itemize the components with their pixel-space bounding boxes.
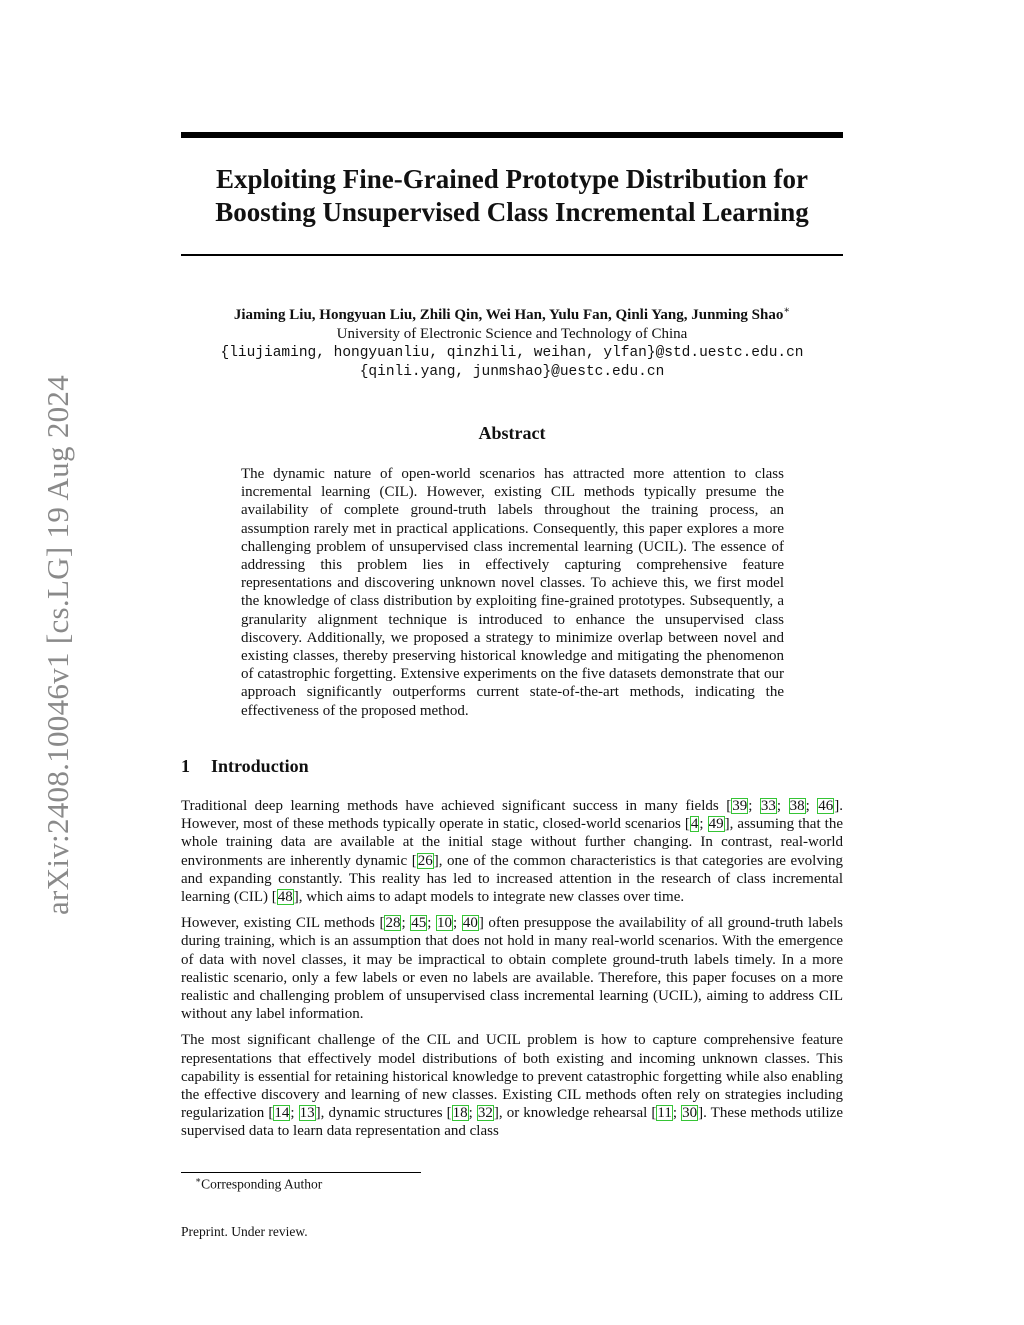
citation-link[interactable]: 11 bbox=[657, 1105, 672, 1122]
arxiv-identifier: arXiv:2408.10046v1 [cs.LG] 19 Aug 2024 bbox=[40, 374, 75, 916]
footnote bbox=[195, 1175, 322, 1193]
section-title: Introduction bbox=[211, 756, 309, 776]
preprint-notice: Preprint. Under review. bbox=[181, 1224, 308, 1239]
footnote-text: Corresponding Author bbox=[201, 1176, 323, 1192]
text-run: ], one of the common characteristics is that categories are evolving and expanding constantly. This reality has led to increased attention in the research of class incremental learning (CIL) [ bbox=[181, 852, 843, 906]
paragraph-2 bbox=[181, 914, 843, 1023]
affiliation: University of Electronic Science and Technology of China bbox=[336, 326, 688, 342]
paragraph-1 bbox=[181, 797, 843, 906]
text-run: The most significant challenge of the CIL and UCIL problem is how to capture comprehensive feature representations that effectively model distributions of both existing and incoming unknown classes. This capability is essential for retaining historical knowledge to prevent catastrophic forgetting while also enabling the effective discovery and learning of new classes. Existing CIL methods often rely on strategies including regularization [ bbox=[181, 1032, 843, 1122]
citation-link[interactable]: 30 bbox=[682, 1105, 698, 1122]
text-run: ], dynamic structures [ bbox=[315, 1105, 452, 1122]
paper-title bbox=[181, 163, 843, 229]
citation-separator: ; bbox=[468, 1105, 477, 1122]
text-run: ]. These methods utilize supervised data to learn data representation and class bbox=[181, 1105, 843, 1140]
citation-link[interactable]: 28 bbox=[385, 915, 401, 932]
author-block bbox=[181, 301, 843, 382]
footnote-rule bbox=[181, 1172, 421, 1173]
citation-link[interactable]: 49 bbox=[708, 816, 724, 833]
text-run: Traditional deep learning methods have achieved significant success in many fields [ bbox=[181, 798, 732, 814]
citation-link[interactable]: 32 bbox=[477, 1105, 493, 1122]
corresponding-mark: ∗ bbox=[783, 305, 791, 316]
citation-link[interactable]: 10 bbox=[437, 915, 453, 932]
citation-separator: ; bbox=[672, 1105, 682, 1122]
introduction-body bbox=[181, 797, 843, 1149]
text-run: However, existing CIL methods [ bbox=[181, 915, 385, 932]
text-run: ], assuming that the whole training data are available at the initial stage without further changing. In contrast, real-world environments are inherently dynamic [ bbox=[181, 816, 844, 869]
citation-separator: ; bbox=[401, 915, 411, 932]
citation-link[interactable]: 46 bbox=[818, 798, 834, 814]
citation-link[interactable]: 33 bbox=[760, 798, 776, 814]
title-bottom-rule bbox=[181, 254, 843, 256]
citation-separator: ; bbox=[748, 798, 760, 814]
citation-separator: ; bbox=[776, 798, 789, 814]
text-run: ], or knowledge rehearsal [ bbox=[493, 1105, 657, 1122]
footnote-mark: ∗ bbox=[195, 1175, 202, 1185]
paragraph-3 bbox=[181, 1031, 843, 1140]
citation-separator: ; bbox=[805, 798, 818, 814]
citation-link[interactable]: 40 bbox=[462, 915, 478, 932]
text-run: ], which aims to adapt models to integrate new classes over time. bbox=[293, 889, 685, 906]
title-line-2: Boosting Unsupervised Class Incremental Learning bbox=[215, 197, 809, 227]
citation-link[interactable]: 39 bbox=[732, 798, 748, 814]
title-top-rule bbox=[181, 132, 843, 138]
title-line-1: Exploiting Fine-Grained Prototype Distribution for bbox=[216, 164, 808, 194]
citation-link[interactable]: 48 bbox=[277, 889, 293, 906]
citation-link[interactable]: 45 bbox=[411, 915, 427, 932]
citation-separator: ; bbox=[427, 915, 437, 932]
citation-link[interactable]: 13 bbox=[299, 1105, 315, 1122]
citation-link[interactable]: 14 bbox=[274, 1105, 290, 1122]
section-number: 1 bbox=[181, 756, 190, 776]
email-line-1: {liujiaming, hongyuanliu, qinzhili, weihan, ylfan}@std.uestc.edu.cn bbox=[220, 345, 804, 361]
section-heading-introduction bbox=[181, 756, 309, 777]
abstract-text: The dynamic nature of open-world scenarios has attracted more attention to class incremental learning (CIL). However, existing CIL methods typically presume the availability of complete ground-truth labels throughout the training process, an assumption rarely met in practical applications. Consequently, this paper explores a more challenging problem of unsupervised class incremental learning (UCIL). The essence of addressing this problem lies in effectively capturing comprehensive feature representations and discovering unknown novel classes. To achieve this, we first model the knowledge of class distribution by exploiting fine-grained prototypes. Subsequently, a granularity alignment technique is introduced to enhance the unsupervised class discovery. Additionally, we proposed a strategy to minimize overlap between novel and existing classes, thereby preserving historical knowledge and mitigating the phenomenon of catastrophic forgetting. Extensive experiments on the five datasets demonstrate that our approach significantly outperforms current state-of-the-art methods, indicating the effectiveness of the proposed method. bbox=[241, 466, 784, 719]
citation-separator: ; bbox=[290, 1105, 299, 1122]
citation-link[interactable]: 26 bbox=[417, 852, 433, 869]
text-run: ]. However, most of these methods typically operate in static, closed-world scenarios [ bbox=[181, 798, 844, 833]
abstract-heading: Abstract bbox=[478, 423, 546, 443]
citation-separator: ; bbox=[699, 816, 708, 833]
author-names-text: Jiaming Liu, Hongyuan Liu, Zhili Qin, Wei Han, Yulu Fan, Qinli Yang, Junming Shao bbox=[233, 307, 784, 323]
text-run: ] often presuppose the availability of all ground-truth labels during training, which is an assumption that does not hold in many real-world scenarios. With the emergence of data with novel classes, it may be impractical to obtain complete ground-truth labels timely. In a more realistic scenario, only a few labels or even no labels are available. Therefore, this paper focuses on a more realistic and challenging problem of unsupervised class incremental learning (UCIL), aiming to address CIL without any label information. bbox=[181, 915, 844, 1023]
citation-link[interactable]: 18 bbox=[452, 1105, 468, 1122]
email-line-2: {qinli.yang, junmshao}@uestc.edu.cn bbox=[359, 364, 665, 380]
author-names bbox=[181, 301, 843, 325]
citation-link[interactable]: 38 bbox=[789, 798, 805, 814]
citation-separator: ; bbox=[453, 915, 462, 932]
citation-link[interactable]: 4 bbox=[690, 816, 699, 833]
